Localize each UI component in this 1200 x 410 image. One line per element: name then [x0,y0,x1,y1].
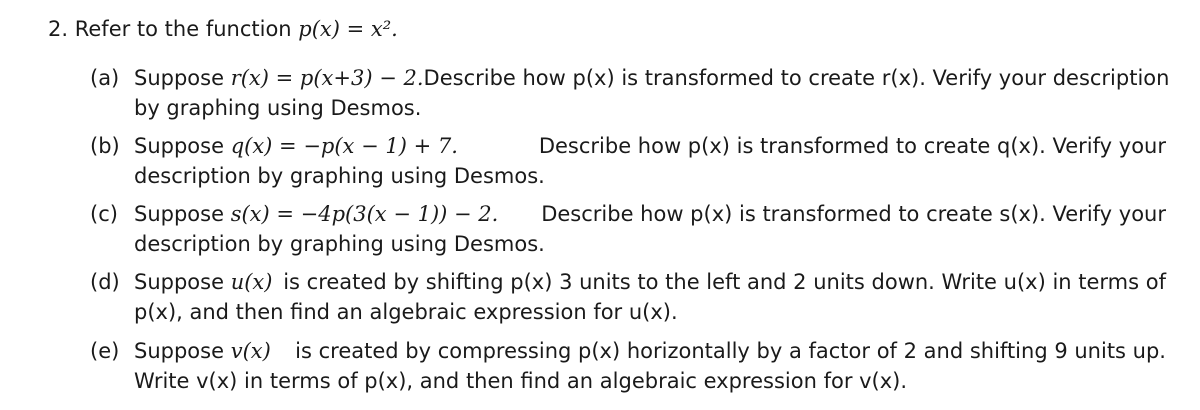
part-c-equation: s(x) = −4p(3(x − 1)) − 2. [230,202,499,226]
part-d [90,267,1170,327]
part-b-equation: q(x) = −p(x − 1) + 7. [230,134,458,158]
function-definition: p(x) = x². [298,17,398,41]
part-e-line-1 [90,336,1166,366]
part-b-question: Describe how p(x) is transformed to create q(x). Verify your [538,134,1166,158]
problem-statement [48,14,398,44]
part-a-suppose: Suppose [134,66,225,90]
part-c-label: (c) [90,202,118,226]
part-b-label: (b) [90,134,120,158]
problem-number: 2. [48,17,69,41]
part-d-suppose: Suppose [134,270,225,294]
problem-intro: Refer to the function [74,17,292,41]
part-a-line-1 [90,63,1170,93]
part-a-label: (a) [90,66,120,90]
part-c [90,199,1170,259]
part-a-line-2: by graphing using Desmos. [134,96,422,120]
part-e-line-2: Write v(x) in terms of p(x), and then find an algebraic expression for v(x). [134,369,908,393]
part-b-line-1 [90,131,1166,161]
part-c-suppose: Suppose [134,202,225,226]
part-d-function: u(x) [230,270,273,294]
part-b [90,131,1170,191]
part-b-line-2: description by graphing using Desmos. [134,164,545,188]
part-d-line-2: p(x), and then find an algebraic expression for u(x). [134,300,678,324]
part-a-equation: r(x) = p(x+3) − 2. [230,66,424,90]
part-e-suppose: Suppose [134,339,225,363]
part-e-label: (e) [90,339,120,363]
part-d-description: is created by shifting p(x) 3 units to the left and 2 units down. Write u(x) in terms of [283,270,1166,294]
part-c-line-1 [90,199,1166,229]
part-c-question: Describe how p(x) is transformed to create s(x). Verify your [541,202,1166,226]
part-e-description: is created by compressing p(x) horizontally by a factor of 2 and shifting 9 units up. [295,339,1166,363]
part-a [90,63,1170,123]
part-b-suppose: Suppose [134,134,225,158]
part-c-line-2: description by graphing using Desmos. [134,232,545,256]
part-a-question: Describe how p(x) is transformed to create r(x). Verify your description [423,66,1170,90]
part-d-line-1 [90,267,1166,297]
part-d-label: (d) [90,270,120,294]
part-e [90,336,1170,396]
part-e-function: v(x) [230,339,271,363]
